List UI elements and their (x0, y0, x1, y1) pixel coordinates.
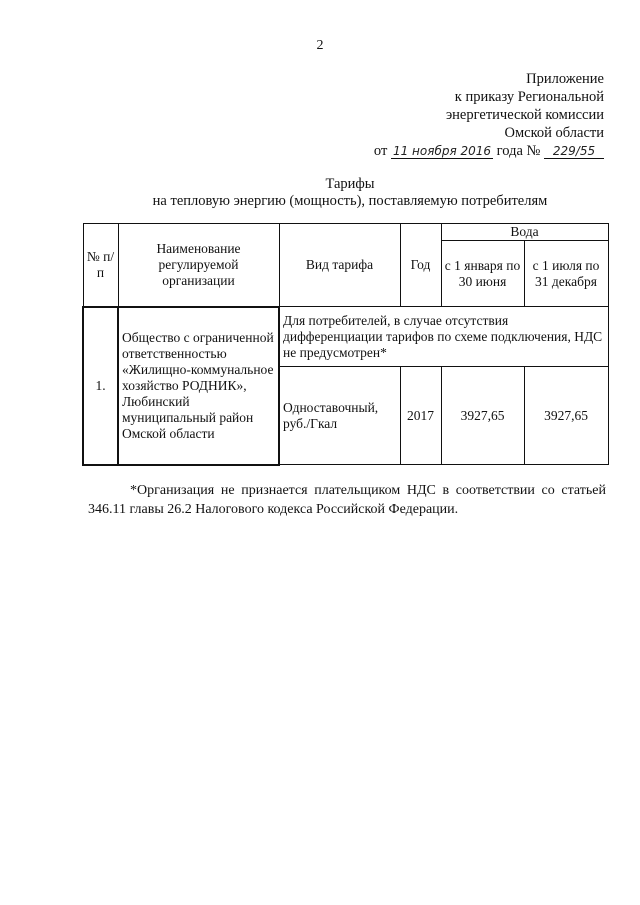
cell-year: 2017 (400, 367, 441, 465)
cell-value-period-1: 3927,65 (441, 367, 524, 465)
document-title (0, 176, 640, 210)
header-year: Год (400, 224, 441, 307)
from-label: от (373, 143, 388, 159)
header-organization: Наименование регулируемой организации (118, 224, 279, 307)
appendix-line-3: энергетической комиссии (445, 107, 604, 123)
header-period-2: с 1 июля по 31 декабря (524, 241, 608, 307)
header-period-1: с 1 января по 30 июня (441, 241, 524, 307)
tariff-table (82, 223, 609, 466)
header-number: № п/п (83, 224, 118, 307)
title-line-1: Тарифы (325, 176, 375, 192)
order-reference (374, 142, 604, 160)
appendix-block (374, 70, 604, 160)
header-water: Вода (441, 224, 608, 241)
cell-organization: Общество с ограниченной ответственностью «Жилищно-коммунальное хозяйство РОДНИК», Любинский муниципальный район Омской области (118, 307, 279, 465)
header-tariff-type: Вид тарифа (279, 224, 400, 307)
cell-number: 1. (83, 307, 118, 465)
table-row (83, 307, 608, 367)
year-number-label: года № (496, 143, 541, 159)
appendix-line-2: к приказу Региональной (454, 89, 604, 105)
cell-consumer-category: Для потребителей, в случае отсутствия дифференциации тарифов по схеме подключения, НДС не предусмотрен* (279, 307, 608, 367)
page-number: 2 (316, 38, 324, 53)
title-line-2: на тепловую энергию (мощность), поставляемую потребителям (152, 193, 548, 209)
footnote: *Организация не признается плательщиком НДС в соответствии со статьей 346.11 главы 26.2 Налогового кодекса Российской Федерации. (88, 483, 606, 517)
appendix-line-4: Омской области (504, 125, 604, 141)
appendix-line-1: Приложение (526, 71, 604, 87)
cell-value-period-2: 3927,65 (524, 367, 608, 465)
handwritten-order-number: 229/55 (544, 144, 604, 159)
cell-tariff-type: Одноставочный, руб./Гкал (279, 367, 400, 465)
handwritten-date: 11 ноября 2016 (392, 144, 492, 158)
